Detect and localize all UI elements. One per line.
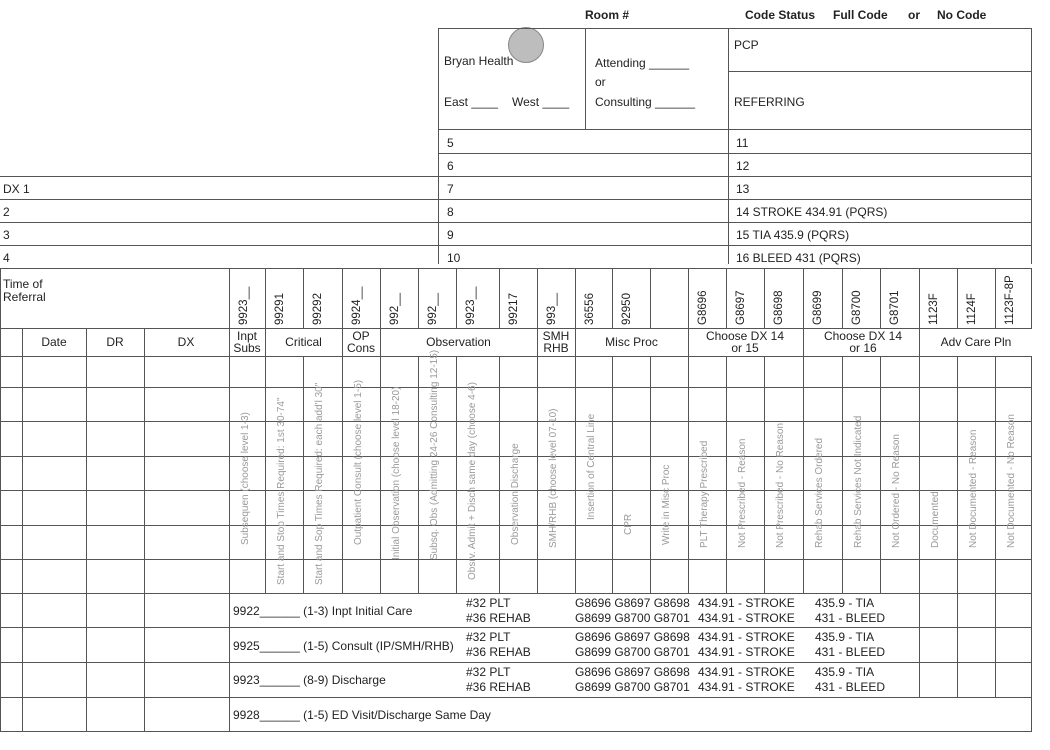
grid-line — [0, 421, 1032, 422]
grid-line — [22, 328, 23, 731]
op-cons-header: OP Cons — [346, 329, 375, 355]
code-description: Start and Stop Times Required: 1st 30-74" — [276, 397, 287, 585]
procedure-code: G8701 — [889, 290, 901, 325]
code-description: SMH/RHB (choose level 07-10) — [548, 408, 559, 548]
grid-line — [0, 697, 1032, 698]
grid-line — [995, 268, 996, 593]
dx-2[interactable]: 2 — [3, 205, 10, 219]
grid-line — [0, 559, 1032, 560]
dx-8[interactable]: 8 — [447, 205, 454, 219]
grid-line — [957, 593, 958, 697]
code-description: Not Prescribed - Reason — [737, 438, 748, 548]
grid-line — [842, 268, 843, 593]
grid-line — [612, 268, 613, 593]
row3-rehab: #36 REHAB — [466, 680, 531, 694]
grid-line — [764, 268, 765, 593]
row1-t1: 435.9 - TIA — [815, 596, 875, 610]
grid-line — [380, 268, 381, 593]
row1-g1: G8696 G8697 G8698 — [575, 596, 690, 610]
code-description: PLT Therapy Prescribed — [699, 440, 710, 548]
code-description: Not Prescribed - No Reason — [775, 422, 786, 548]
dx-15-tia[interactable]: 15 TIA 435.9 (PQRS) — [736, 228, 850, 242]
dx-1[interactable]: DX 1 — [3, 182, 30, 196]
row2-s2: 434.91 - STROKE — [698, 645, 795, 659]
or-small-label: or — [595, 75, 606, 89]
code-status-label: Code Status — [745, 8, 816, 22]
row2-g1: G8696 G8697 G8698 — [575, 630, 690, 644]
grid-line — [803, 268, 804, 593]
hospital-name: Bryan Health — [444, 54, 514, 68]
row1-t2: 431 - BLEED — [815, 611, 886, 625]
code-description: Start and Sop Times Required: each add'l 30" — [314, 382, 325, 585]
grid-line — [144, 328, 145, 731]
procedure-code: G8698 — [773, 290, 785, 325]
grid-line — [995, 593, 996, 697]
no-code-label: No Code — [937, 8, 987, 22]
procedure-code: G8697 — [735, 290, 747, 325]
code-description: Rehab Services Not Indicated — [853, 415, 864, 548]
row2-t1: 435.9 - TIA — [815, 630, 875, 644]
row3-s2: 434.91 - STROKE — [698, 680, 795, 694]
grid-line — [0, 387, 1032, 388]
attending-field[interactable]: Attending ______ — [595, 56, 690, 70]
procedure-code: G8700 — [851, 290, 863, 325]
procedure-code: 99292 — [312, 293, 324, 325]
grid-line — [0, 268, 1032, 269]
procedure-code: 9923__ — [238, 286, 250, 325]
dx-16-bleed[interactable]: 16 BLEED 431 (PQRS) — [736, 251, 861, 265]
or-label: or — [908, 8, 920, 22]
choose-dx-16-header: Choose DX 14 or 16 — [823, 329, 903, 355]
procedure-code: G8699 — [812, 290, 824, 325]
row1-s2: 434.91 - STROKE — [698, 611, 795, 625]
smh-rhb-header: SMH RHB — [542, 329, 570, 355]
row-ed-visit-label[interactable]: 9928______ (1-5) ED Visit/Discharge Same Day — [233, 708, 491, 722]
code-description: Initial Observation (choose level 18-20) — [391, 386, 402, 560]
dx-5[interactable]: 5 — [447, 136, 454, 150]
grid-line — [957, 268, 958, 593]
procedure-code: 99217 — [508, 293, 520, 325]
row3-plt: #32 PLT — [466, 665, 511, 679]
row-inpt-initial-label[interactable]: 9922______ (1-3) Inpt Initial Care — [233, 604, 413, 618]
consulting-field[interactable]: Consulting ______ — [595, 95, 696, 109]
grid-line — [499, 268, 500, 593]
row1-s1: 434.91 - STROKE — [698, 596, 795, 610]
critical-header: Critical — [285, 335, 322, 349]
misc-proc-header: Misc Proc — [605, 335, 658, 349]
grid-line — [688, 268, 689, 593]
row-discharge-label[interactable]: 9923______ (8-9) Discharge — [233, 673, 386, 687]
pcp-field[interactable]: PCP — [734, 38, 759, 52]
dx-header: DX — [177, 335, 195, 349]
dx-10[interactable]: 10 — [447, 251, 461, 265]
procedure-code: 993__ — [546, 293, 558, 325]
procedure-code: 9923__ — [465, 286, 477, 325]
procedure-code: 1123F-8P — [1004, 275, 1016, 325]
grid-line — [456, 268, 457, 593]
row2-g2: G8699 G8700 G8701 — [575, 645, 690, 659]
date-header: Date — [41, 335, 67, 349]
row2-t2: 431 - BLEED — [815, 645, 886, 659]
row2-rehab: #36 REHAB — [466, 645, 531, 659]
grid-line — [0, 731, 1032, 732]
grid-line — [303, 268, 304, 593]
dx-14-stroke[interactable]: 14 STROKE 434.91 (PQRS) — [736, 205, 888, 219]
dx-13[interactable]: 13 — [736, 182, 750, 196]
dx-7[interactable]: 7 — [447, 182, 454, 196]
east-field[interactable]: East ____ — [444, 95, 499, 109]
row3-s1: 434.91 - STROKE — [698, 665, 795, 679]
time-of-referral-label: Time of Referral — [3, 277, 46, 304]
code-description: Documented — [930, 491, 941, 548]
procedure-code: 992__ — [389, 293, 401, 325]
row3-t1: 435.9 - TIA — [815, 665, 875, 679]
procedure-code: 9924__ — [351, 286, 363, 325]
code-description: Obsrv. Admit + Disch same day (choose 4-6) — [467, 382, 478, 580]
dx-11[interactable]: 11 — [736, 136, 749, 150]
grid-line — [0, 593, 1032, 594]
code-description: Write in Misc Proc — [661, 464, 672, 545]
adv-care-header: Adv Care Pln — [940, 335, 1012, 349]
code-description: Not Documented - Reason — [968, 429, 979, 548]
row3-t2: 431 - BLEED — [815, 680, 886, 694]
dx-12[interactable]: 12 — [736, 159, 750, 173]
procedure-code: 1123F — [928, 293, 940, 325]
row3-g2: G8699 G8700 G8701 — [575, 680, 690, 694]
grid-line — [265, 268, 266, 593]
inpt-subs-header: Inpt Subs — [233, 329, 261, 355]
code-description: Rehab Services Ordered — [814, 437, 825, 548]
row2-plt: #32 PLT — [466, 630, 511, 644]
grid-line — [880, 268, 881, 593]
procedure-code: 992__ — [427, 293, 439, 325]
procedure-code: 1124F — [966, 293, 978, 325]
room-label: Room # — [585, 8, 630, 22]
grid-line — [0, 662, 1032, 663]
grid-line — [537, 268, 538, 593]
code-description: Outpatient Consult (choose level 1-5) — [353, 379, 364, 545]
row1-plt: #32 PLT — [466, 596, 511, 610]
code-description: Subsq. Obs (Admitting 24-26 Consulting 12-15) — [429, 349, 440, 560]
code-description: Insertion of Central Line — [586, 413, 597, 520]
procedure-code: G8696 — [697, 290, 709, 325]
grid-line — [919, 593, 920, 697]
grid-line — [0, 627, 1032, 628]
row1-g2: G8699 G8700 G8701 — [575, 611, 690, 625]
code-description: Not Ordered - No Reason — [891, 434, 902, 548]
grid-line — [919, 268, 920, 593]
dx-4[interactable]: 4 — [3, 251, 10, 265]
west-field[interactable]: West ____ — [512, 95, 570, 109]
procedure-code: 36556 — [584, 293, 596, 325]
observation-header: Observation — [426, 335, 491, 349]
full-code-label: Full Code — [833, 8, 888, 22]
grid-line — [0, 268, 1, 731]
code-description: Not Documented - No Reason — [1006, 414, 1017, 548]
referring-field[interactable]: REFERRING — [734, 95, 805, 109]
row1-rehab: #36 REHAB — [466, 611, 531, 625]
code-description: Observation Discharge — [510, 443, 521, 545]
grid-line — [0, 356, 1032, 357]
dr-header: DR — [106, 335, 124, 349]
dx-6[interactable]: 6 — [447, 159, 454, 173]
row-consult-label[interactable]: 9925______ (1-5) Consult (IP/SMH/RHB) — [233, 639, 454, 653]
grid-line — [726, 268, 727, 593]
grid-line — [342, 268, 343, 593]
grid-line — [86, 328, 87, 731]
choose-dx-15-header: Choose DX 14 or 15 — [705, 329, 785, 355]
row2-s1: 434.91 - STROKE — [698, 630, 795, 644]
row3-g1: G8696 G8697 G8698 — [575, 665, 690, 679]
code-description: Subsequen (choose level 1-3) — [240, 412, 251, 545]
code-description: CPR — [623, 513, 634, 535]
hole-punch-circle — [508, 27, 544, 63]
procedure-code: 92950 — [621, 293, 633, 325]
grid-line — [418, 268, 419, 593]
dx-9[interactable]: 9 — [447, 228, 454, 242]
dx-3[interactable]: 3 — [3, 228, 10, 242]
grid-line — [575, 268, 576, 593]
procedure-code: 99291 — [274, 293, 286, 325]
grid-line — [650, 268, 651, 593]
